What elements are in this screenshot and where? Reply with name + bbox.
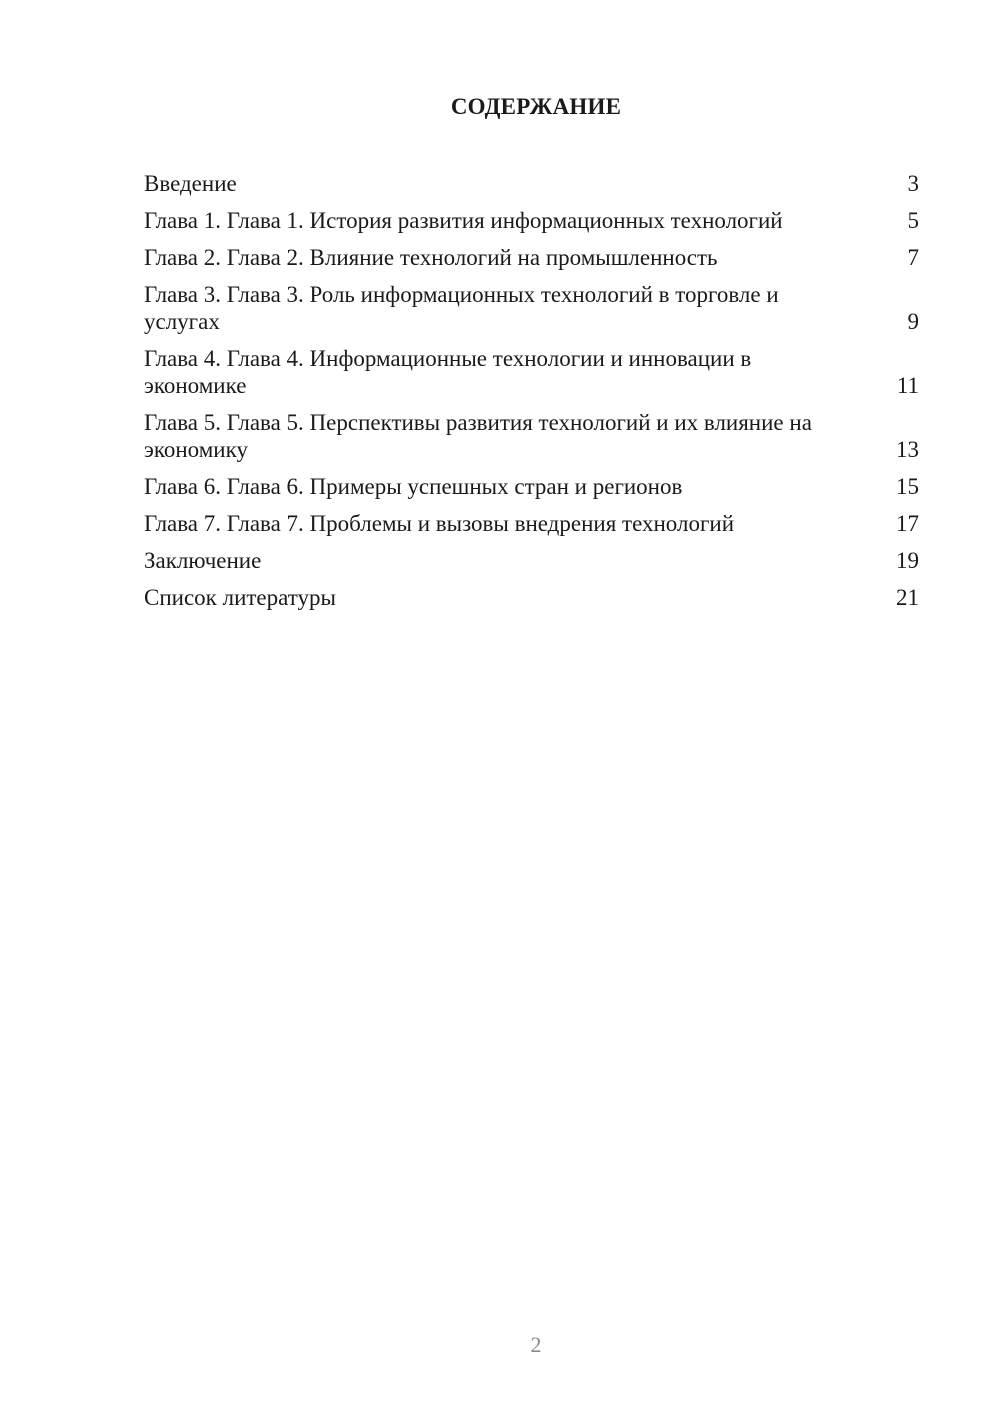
page-number: 2	[530, 1332, 542, 1357]
toc-entry-label: Список литературы	[144, 585, 336, 610]
toc-entry-page: 5	[907, 208, 919, 233]
toc-entry-page: 15	[896, 474, 919, 499]
toc-entry-label: Глава 1. Глава 1. История развития информационных технологий	[144, 208, 783, 233]
toc-entry-page: 21	[896, 585, 919, 610]
toc-entry-label: Введение	[144, 171, 237, 196]
toc-entry-references[interactable]	[144, 584, 919, 611]
toc-entry-label: Глава 6. Глава 6. Примеры успешных стран и регионов	[144, 474, 683, 499]
toc-title: СОДЕРЖАНИЕ	[450, 94, 622, 119]
toc-entry-chapter-2[interactable]	[144, 244, 919, 271]
toc-entry-introduction[interactable]	[144, 170, 919, 197]
toc-entry-page: 17	[896, 511, 919, 536]
toc-entry-label: Глава 3. Глава 3. Роль информационных технологий в торговле и услугах	[144, 282, 779, 334]
toc-entry-chapter-1[interactable]	[144, 207, 919, 234]
toc-entry-conclusion[interactable]	[144, 547, 919, 574]
toc-entry-label: Глава 5. Глава 5. Перспективы развития технологий и их влияние на экономику	[144, 410, 812, 462]
toc-entry-label: Глава 2. Глава 2. Влияние технологий на промышленность	[144, 245, 718, 270]
toc-entry-label: Глава 7. Глава 7. Проблемы и вызовы внедрения технологий	[144, 511, 735, 536]
toc-entry-label: Глава 4. Глава 4. Информационные технологии и инновации в экономике	[144, 346, 752, 398]
toc-entry-page: 9	[907, 309, 919, 334]
toc-entry-chapter-5[interactable]	[144, 409, 919, 463]
toc-entry-chapter-7[interactable]	[144, 510, 919, 537]
toc-entry-chapter-3[interactable]	[144, 281, 919, 335]
toc-entry-page: 19	[896, 548, 919, 573]
toc-entry-label: Заключение	[144, 548, 262, 573]
toc-entry-page: 3	[907, 171, 919, 196]
table-of-contents	[144, 170, 919, 621]
toc-entry-page: 13	[896, 437, 919, 462]
toc-entry-chapter-4[interactable]	[144, 345, 919, 399]
toc-entry-page: 7	[907, 245, 919, 270]
toc-entry-chapter-6[interactable]	[144, 473, 919, 500]
toc-entry-page: 11	[896, 373, 919, 398]
